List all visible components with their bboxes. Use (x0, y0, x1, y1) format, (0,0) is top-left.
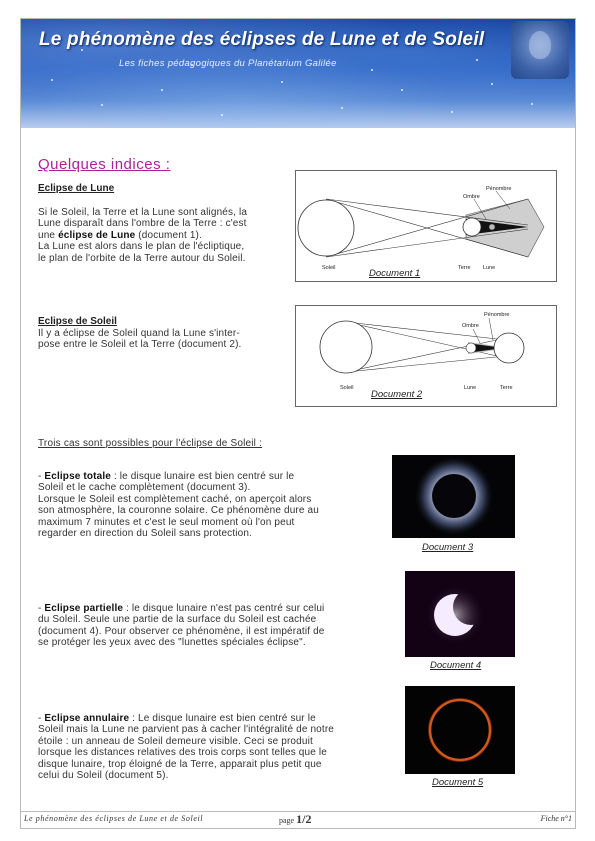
solar-eclipse-heading: Eclipse de Soleil (38, 316, 117, 327)
earth-circle-2 (494, 333, 524, 363)
cases-intro: Trois cas sont possibles pour l'éclipse de Soleil : (38, 438, 263, 449)
label-terre: Terre (458, 265, 471, 271)
annular-eclipse-text: - Eclipse annulaire : Le disque lunaire est bien centré sur le Soleil mais la Lune ne parvient pas à cacher l'intégralité de notre étoile : un anneau de Soleil demeure visible. Ceci se produit lorsque les distances relatives des trois corps sont telles que le disque lunaire, trop éloigné de la Terre, apparait plus petit que celui du Soleil (document 5). (38, 713, 335, 782)
total-eclipse-text: - Eclipse totale : le disque lunaire est bien centré sur le Soleil et le cache complètement (document 3). Lorsque le Soleil est complètement caché, on aperçoit alors son atmosphère, la couronne solaire. Ce phénomène dure au maximum 7 minutes et c'est le seul moment où l'on peut regarder en direction du Soleil sans protection. (38, 471, 319, 540)
document-2-caption: Document 2 (371, 389, 423, 400)
header-banner (21, 19, 575, 128)
page-title: Le phénomène des éclipses de Lune et de Soleil (39, 29, 485, 50)
label-penombre-2: Pénombre (484, 312, 510, 318)
lunar-eclipse-heading: Eclipse de Lune (38, 183, 115, 194)
moon-circle-2 (466, 343, 476, 353)
partial-sun-crescent (434, 594, 476, 636)
page-number: page 1/2 (279, 812, 312, 826)
document-1-diagram (295, 170, 557, 282)
solar-eclipse-diagram (296, 306, 558, 408)
galileo-portrait (511, 21, 569, 79)
label-terre-2: Terre (500, 385, 513, 391)
label-soleil: Soleil (322, 265, 336, 271)
partial-eclipse-text: - Eclipse partielle : le disque lunaire n'est pas centré sur celui du Soleil. Seule une partie de la surface du Soleil est cachée (document 4). Pour observer ce phénomène, il est impératif de se protéger les yeux avec des "lunettes spéciales éclipse". (38, 603, 325, 649)
label-lune: Lune (483, 265, 496, 271)
moon-disc (432, 474, 476, 518)
lunar-eclipse-text: Si le Soleil, la Terre et la Lune sont alignés, la Lune disparaît dans l'ombre de la Terre : c'est une éclipse de Lune (document 1). La Lune est alors dans le plan de l'écliptique, le plan de l'orbite de la Terre autour du Soleil. (38, 207, 248, 264)
label-lune-2: Lune (464, 385, 477, 391)
sheet-number: Fiche n°1 (540, 814, 572, 823)
document-4-caption: Document 4 (430, 660, 482, 671)
page-subtitle: Les fiches pédagogiques du Planétarium Galilée (119, 58, 337, 69)
document-3-caption: Document 3 (422, 542, 474, 553)
label-ombre: Ombre (463, 194, 480, 200)
section-title: Quelques indices : (38, 156, 171, 173)
earth-circle (463, 218, 481, 236)
label-penombre: Pénombre (486, 186, 512, 192)
footer-title: Le phénomène des éclipses de Lune et de Soleil (24, 814, 204, 823)
document-3-photo (392, 455, 515, 538)
label-soleil-2: Soleil (340, 385, 354, 391)
lunar-eclipse-diagram (296, 171, 558, 283)
sun-circle-2 (320, 321, 372, 373)
moon-circle (489, 224, 495, 230)
sun-circle (298, 200, 354, 256)
document-1-caption: Document 1 (369, 268, 421, 279)
document-2-diagram (295, 305, 557, 407)
document-5-photo (405, 686, 515, 774)
solar-eclipse-text: Il y a éclipse de Soleil quand la Lune s'inter- pose entre le Soleil et la Terre (document 2). (38, 328, 242, 351)
document-5-caption: Document 5 (432, 777, 484, 788)
label-ombre-2: Ombre (462, 323, 479, 329)
document-4-photo (405, 571, 515, 657)
